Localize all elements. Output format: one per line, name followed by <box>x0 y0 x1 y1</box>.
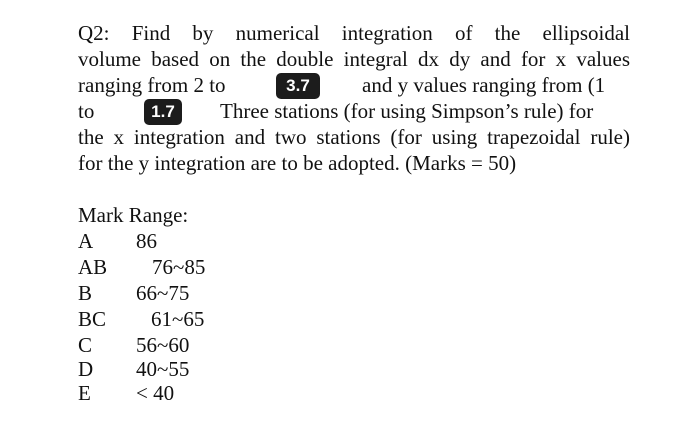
range-e: < 40 <box>136 381 175 405</box>
y-limit-badge: 1.7 <box>144 99 182 125</box>
grade-a: A <box>78 229 94 253</box>
question-line-2: volume based on the double integral dx dy and for x values <box>78 47 630 71</box>
grade-ab: AB <box>78 255 108 279</box>
question-line-4a: to <box>78 99 95 123</box>
grade-c: C <box>78 333 93 357</box>
range-b: 66~75 <box>136 281 190 305</box>
question-line-6: for the y integration are to be adopted. (Marks = 50) <box>78 151 517 175</box>
range-a: 86 <box>136 229 157 253</box>
question-line-5: the x integration and two stations (for using trapezoidal rule) <box>78 125 630 149</box>
question-line-3a: ranging from 2 to <box>78 73 226 97</box>
grade-e: E <box>78 381 91 405</box>
question-line-1-text: Find by numerical integration of the ellipsoidal <box>131 21 630 45</box>
range-c: 56~60 <box>136 333 190 357</box>
question-line-3b: and y values ranging from (1 <box>362 73 606 97</box>
question-line-1 <box>78 20 630 46</box>
range-bc: 61~65 <box>151 307 205 331</box>
grade-d: D <box>78 357 94 381</box>
question-number: Q2: <box>78 21 110 45</box>
range-d: 40~55 <box>136 357 190 381</box>
x-limit-badge: 3.7 <box>276 73 320 99</box>
mark-range-title: Mark Range: <box>78 203 189 227</box>
grade-b: B <box>78 281 93 305</box>
range-ab: 76~85 <box>152 255 206 279</box>
grade-bc: BC <box>78 307 107 331</box>
question-line-4b: Three stations (for using Simpson’s rule) for <box>220 99 594 123</box>
